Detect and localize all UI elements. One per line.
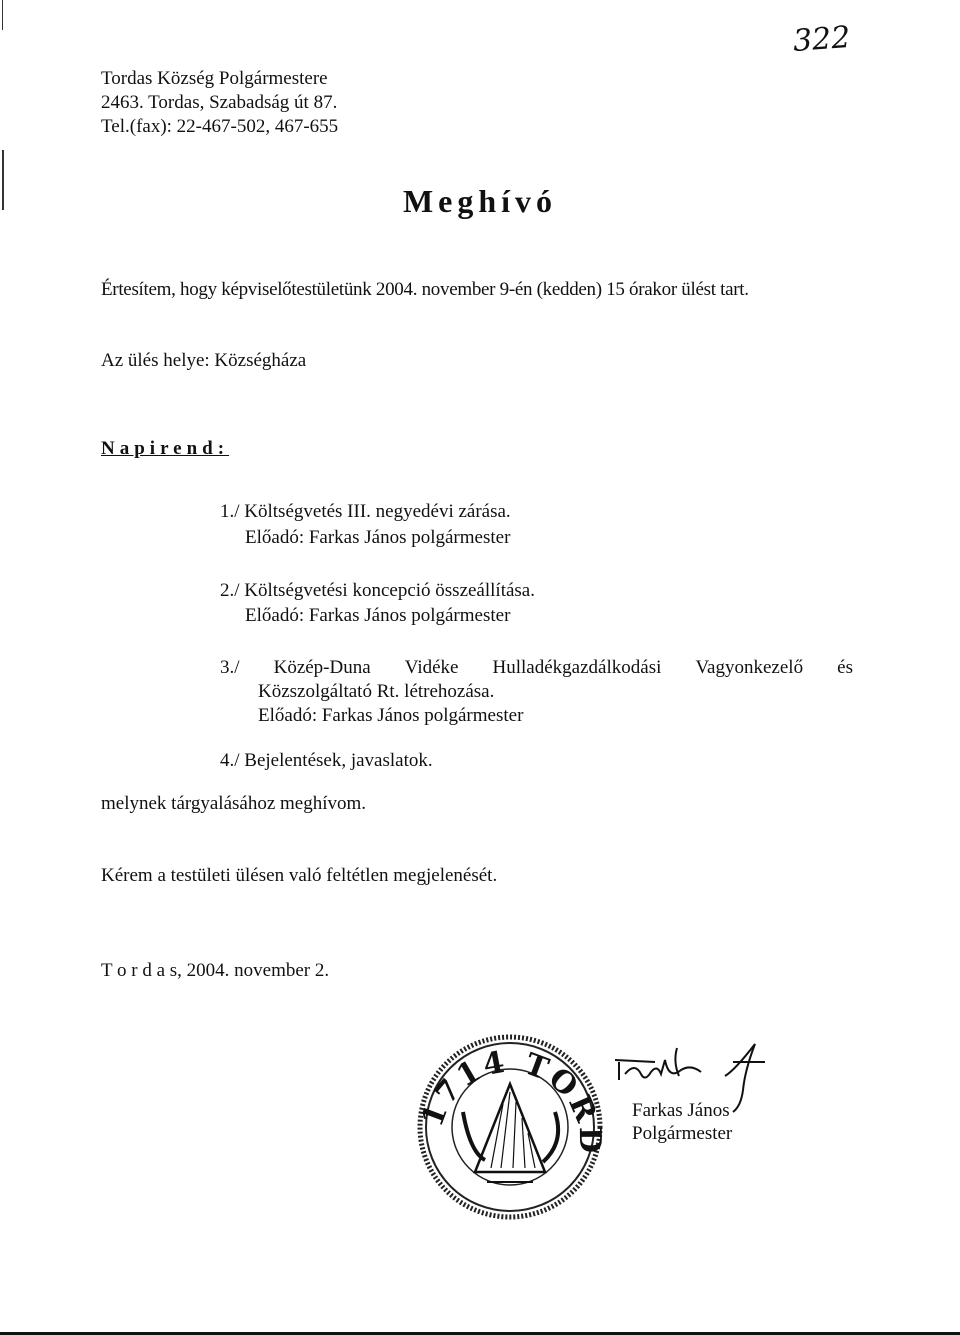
place-and-date: T o r d a s, 2004. november 2. xyxy=(101,960,330,981)
scan-margin-mark xyxy=(2,0,3,30)
agenda-item-3-line2: Közszolgáltató Rt. létrehozása. xyxy=(258,681,495,702)
document-title: Meghívó xyxy=(402,183,558,219)
meeting-venue: Az ülés helye: Községháza xyxy=(101,350,307,371)
meeting-notice: Értesítem, hogy képviselőtestületünk 2004. november 9-én (kedden) 15 órakor ülést tart. xyxy=(101,279,749,300)
agenda-item-1: 1./ Költségvetés III. negyedévi zárása. xyxy=(220,501,511,522)
agenda-item-3-number: 3./ xyxy=(220,657,240,678)
agenda-item-2-presenter: Előadó: Farkas János polgármester xyxy=(245,605,511,626)
seal-graphic xyxy=(415,1032,605,1222)
agenda-item-3 xyxy=(220,657,853,679)
agenda-item-3-word: Közép-Duna xyxy=(273,657,371,678)
svg-text:1714 TORDAS: 1714 TORD xyxy=(415,1044,605,1157)
agenda-item-4: 4./ Bejelentések, javaslatok. xyxy=(220,750,433,771)
signatory-role: Polgármester xyxy=(632,1123,733,1144)
agenda-item-3-word: és xyxy=(837,657,853,678)
official-seal xyxy=(415,1032,605,1222)
sender-phone: Tel.(fax): 22-467-502, 467-655 xyxy=(101,116,339,137)
attendance-request: Kérem a testületi ülésen való feltétlen megjelenését. xyxy=(101,865,498,886)
invitation-text: melynek tárgyalásához meghívom. xyxy=(101,793,367,814)
signatory-name: Farkas János xyxy=(632,1100,730,1121)
agenda-item-3-line1 xyxy=(220,657,853,679)
sender-address: 2463. Tordas, Szabadság út 87. xyxy=(101,92,338,113)
agenda-item-1-presenter: Előadó: Farkas János polgármester xyxy=(245,527,511,548)
agenda-item-3-word: Hulladékgazdálkodási xyxy=(492,657,662,678)
agenda-item-3-word: Vidéke xyxy=(404,657,459,678)
agenda-item-3-presenter: Előadó: Farkas János polgármester xyxy=(258,705,524,726)
sender-name: Tordas Község Polgármestere xyxy=(101,68,328,89)
agenda-item-3-word: Vagyonkezelő xyxy=(695,657,804,678)
page-number: 322 xyxy=(791,20,852,59)
agenda-item-2: 2./ Költségvetési koncepció összeállítása. xyxy=(220,580,535,601)
agenda-heading: Napirend: xyxy=(101,438,230,459)
